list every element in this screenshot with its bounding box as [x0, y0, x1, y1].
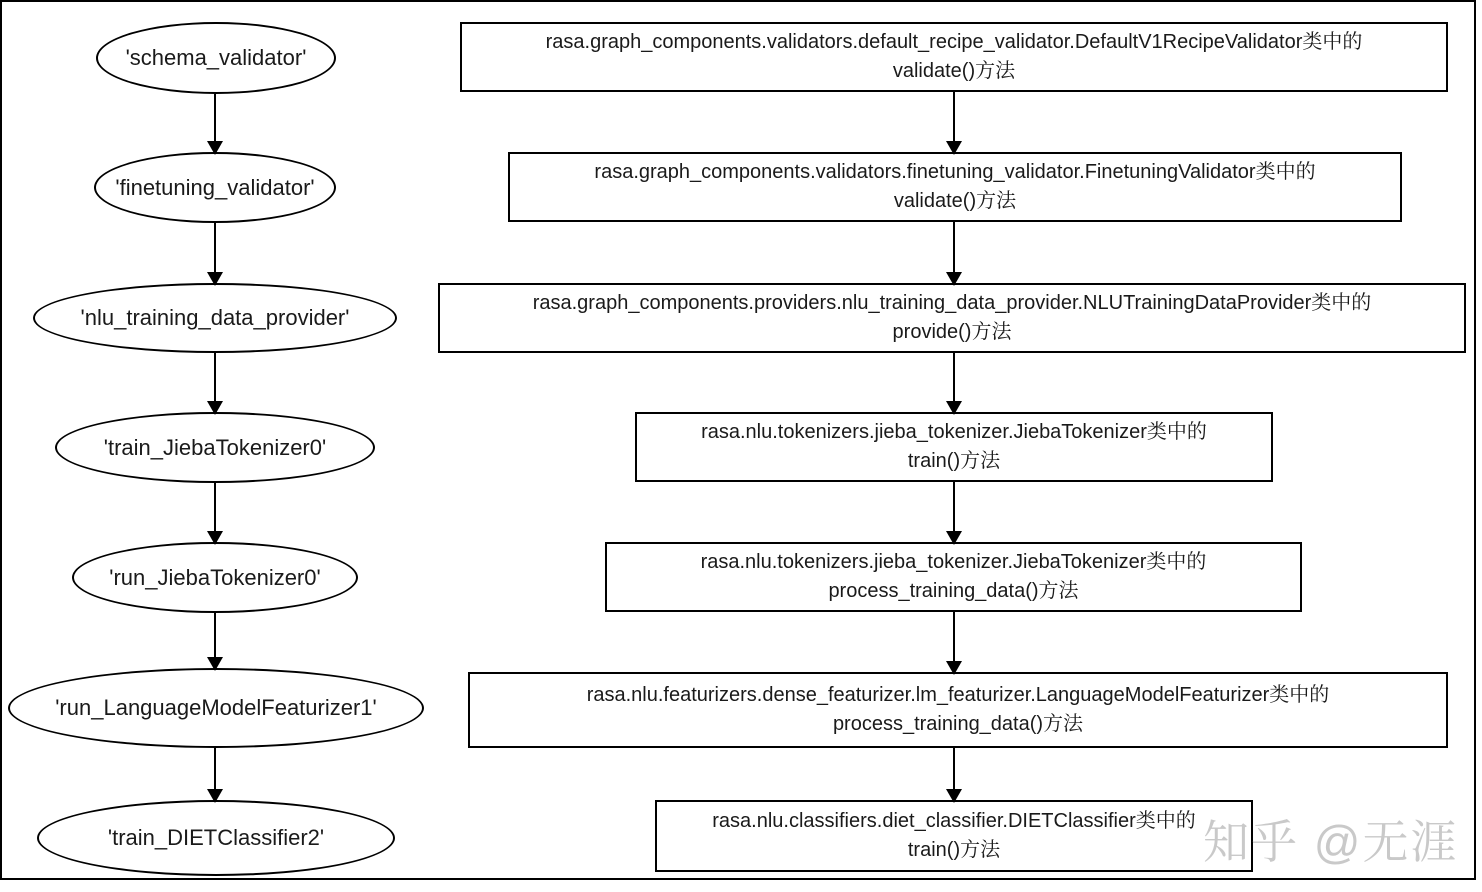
method-node-finetuning-validator: [508, 152, 1402, 222]
flow-node-schema-validator: [96, 22, 336, 94]
method-class-line: rasa.nlu.featurizers.dense_featurizer.lm_featurizer.LanguageModelFeaturizer类中的: [586, 684, 1330, 706]
flow-node-label: 'train_JiebaTokenizer0': [103, 434, 327, 460]
method-call-line: train()方法: [907, 450, 1001, 472]
method-node-language-model-featurizer: [468, 672, 1448, 748]
method-call-line: process_training_data()方法: [832, 713, 1084, 735]
arrow-down-icon: [953, 222, 955, 283]
method-class-line: rasa.graph_components.validators.default_recipe_validator.DefaultV1RecipeValidator类中的: [545, 31, 1363, 53]
arrow-down-icon: [953, 748, 955, 800]
method-node-default-recipe-validator: [460, 22, 1448, 92]
method-call-line: provide()方法: [892, 321, 1012, 343]
arrow-down-icon: [953, 353, 955, 412]
flow-node-label: 'train_DIETClassifier2': [107, 825, 325, 850]
flow-node-finetuning-validator: [94, 152, 336, 223]
flow-node-label: 'nlu_training_data_provider': [80, 305, 350, 330]
arrow-down-icon: [214, 748, 216, 800]
method-class-line: rasa.graph_components.providers.nlu_training_data_provider.NLUTrainingDataProvider类中的: [532, 292, 1372, 314]
arrow-down-icon: [214, 353, 216, 412]
flow-node-label: 'finetuning_validator': [115, 174, 315, 200]
flow-node-label: 'schema_validator': [125, 45, 307, 70]
arrow-down-icon: [214, 223, 216, 283]
flow-node-nlu-training-data-provider: [33, 283, 397, 353]
method-call-line: validate()方法: [893, 190, 1017, 212]
flow-node-train-diet-classifier2: [37, 800, 395, 876]
flow-node-train-jieba-tokenizer0: [55, 412, 375, 483]
method-call-line: process_training_data()方法: [828, 580, 1079, 602]
method-class-line: rasa.nlu.tokenizers.jieba_tokenizer.JiebaTokenizer类中的: [701, 421, 1207, 443]
arrow-down-icon: [953, 482, 955, 542]
flow-node-label: 'run_LanguageModelFeaturizer1': [55, 695, 377, 720]
arrow-down-icon: [214, 613, 216, 668]
method-class-line: rasa.nlu.tokenizers.jieba_tokenizer.JiebaTokenizer类中的: [700, 551, 1207, 573]
arrow-down-icon: [953, 92, 955, 152]
arrow-down-icon: [214, 94, 216, 152]
flow-node-run-language-model-featurizer1: [8, 668, 424, 748]
flow-node-run-jieba-tokenizer0: [72, 542, 358, 613]
method-node-diet-classifier-train: [655, 800, 1253, 872]
method-class-line: rasa.nlu.classifiers.diet_classifier.DIETClassifier类中的: [712, 810, 1196, 832]
method-node-nlu-training-data-provider: [438, 283, 1466, 353]
method-node-jieba-tokenizer-process: [605, 542, 1302, 612]
flow-node-label: 'run_JiebaTokenizer0': [109, 564, 321, 590]
method-class-line: rasa.graph_components.validators.finetuning_validator.FinetuningValidator类中的: [594, 161, 1316, 183]
method-node-jieba-tokenizer-train: [635, 412, 1273, 482]
arrow-down-icon: [214, 483, 216, 542]
arrow-down-icon: [953, 612, 955, 672]
zhihu-watermark: 知乎 @无涯: [1203, 816, 1459, 868]
method-call-line: train()方法: [907, 839, 1001, 861]
method-call-line: validate()方法: [892, 60, 1016, 82]
